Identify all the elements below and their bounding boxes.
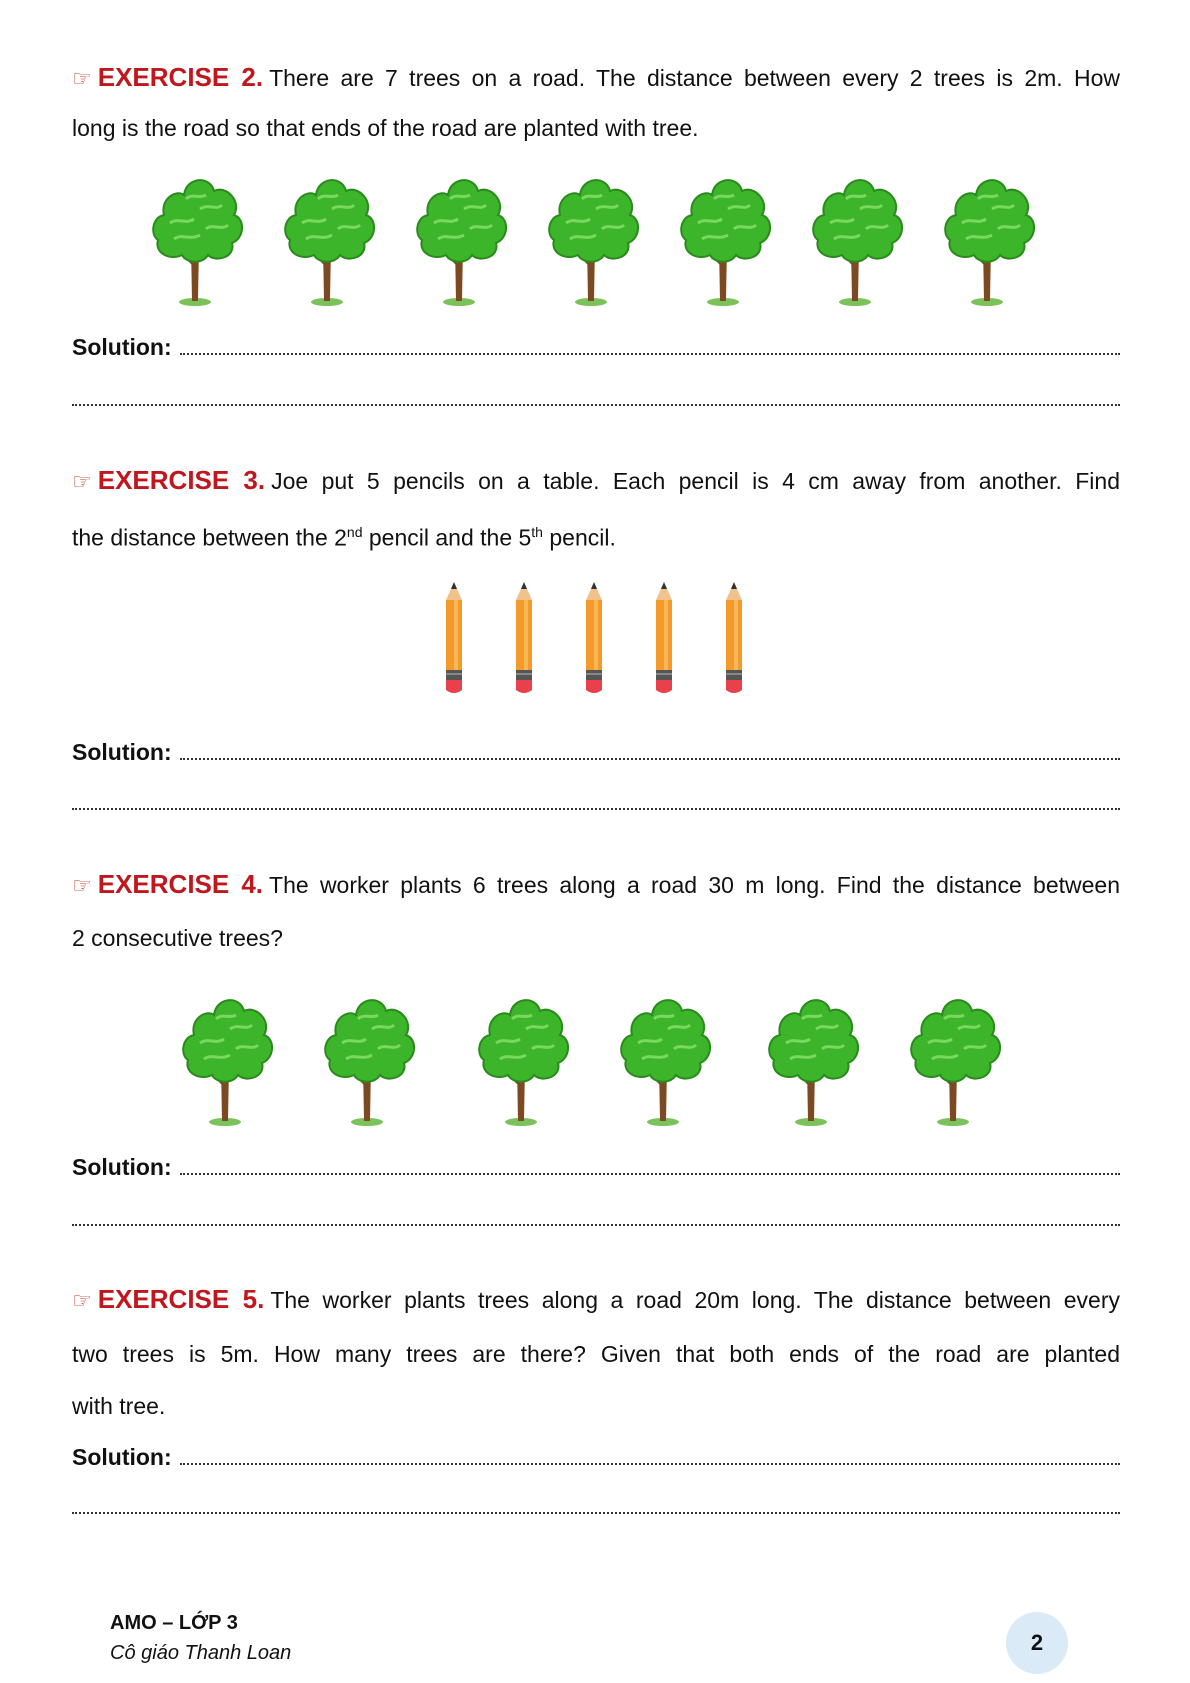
tree-icon bbox=[153, 180, 242, 306]
answer-line[interactable] bbox=[72, 1222, 1120, 1226]
exercise-3-pencils-figure bbox=[438, 580, 758, 715]
tree-icon bbox=[681, 180, 770, 306]
exercise-3-text-2b: pencil and the 5 bbox=[362, 524, 532, 551]
exercise-5-line-2: two trees is 5m. How many trees are there? Given that both ends of the road are planted bbox=[72, 1341, 1120, 1367]
tree-icon bbox=[285, 180, 374, 306]
exercise-3-solution bbox=[72, 737, 1120, 767]
answer-line[interactable] bbox=[72, 806, 1120, 810]
exercise-2-solution bbox=[72, 332, 1120, 362]
tree-icon bbox=[911, 1000, 1000, 1126]
exercise-4-text-1: The worker plants 6 trees along a road 30 m long. Find the distance between bbox=[269, 872, 1120, 898]
exercise-4-solution bbox=[72, 1152, 1120, 1182]
exercise-5-text-1: The worker plants trees along a road 20m long. The distance between every bbox=[270, 1287, 1120, 1313]
exercise-2-title: EXERCISE 2. bbox=[97, 62, 264, 92]
page-number-badge: 2 bbox=[1006, 1612, 1068, 1674]
exercise-3-text-1: Joe put 5 pencils on a table. Each pencil is 4 cm away from another. Find bbox=[271, 468, 1120, 494]
exercise-4-trees-figure bbox=[180, 985, 1030, 1130]
answer-line[interactable] bbox=[180, 335, 1120, 355]
pointing-hand-icon: ☞ bbox=[72, 66, 92, 91]
pointing-hand-icon: ☞ bbox=[72, 469, 92, 494]
solution-label: Solution: bbox=[72, 739, 172, 765]
tree-icon bbox=[945, 180, 1034, 306]
tree-icon bbox=[479, 1000, 568, 1126]
tree-icon bbox=[769, 1000, 858, 1126]
exercise-5-line-1 bbox=[72, 1284, 1120, 1316]
exercise-4-line-1 bbox=[72, 869, 1120, 901]
exercise-3-title: EXERCISE 3. bbox=[97, 465, 266, 495]
answer-line[interactable] bbox=[72, 1510, 1120, 1514]
solution-label: Solution: bbox=[72, 1154, 172, 1180]
tree-icon bbox=[549, 180, 638, 306]
exercise-3-text-2a: the distance between the 2 bbox=[72, 524, 347, 551]
answer-line[interactable] bbox=[180, 740, 1120, 760]
pencil-icon bbox=[446, 582, 462, 693]
pencil-icon bbox=[656, 582, 672, 693]
exercise-2-text-1: There are 7 trees on a road. The distance between every 2 trees is 2m. How bbox=[269, 65, 1120, 91]
pointing-hand-icon: ☞ bbox=[72, 1288, 92, 1313]
pencil-icon bbox=[516, 582, 532, 693]
solution-label: Solution: bbox=[72, 334, 172, 360]
exercise-3-text-2c: pencil. bbox=[542, 524, 616, 551]
ordinal-suffix: th bbox=[531, 524, 543, 540]
tree-icon bbox=[621, 1000, 710, 1126]
pointing-hand-icon: ☞ bbox=[72, 873, 92, 898]
solution-label: Solution: bbox=[72, 1444, 172, 1470]
ordinal-suffix: nd bbox=[346, 524, 363, 540]
exercise-2-trees-figure bbox=[150, 165, 1050, 310]
footer-org: AMO – LỚP 3 bbox=[110, 1612, 238, 1634]
answer-line[interactable] bbox=[180, 1155, 1120, 1175]
exercise-4-line-2: 2 consecutive trees? bbox=[72, 925, 283, 951]
exercise-3-line-1 bbox=[72, 465, 1120, 497]
exercise-5-solution bbox=[72, 1442, 1120, 1472]
exercise-5-title: EXERCISE 5. bbox=[97, 1284, 265, 1314]
exercise-2-line-1 bbox=[72, 62, 1120, 94]
tree-icon bbox=[417, 180, 506, 306]
tree-icon bbox=[325, 1000, 414, 1126]
exercise-2-line-2: long is the road so that ends of the road are planted with tree. bbox=[72, 115, 699, 141]
exercise-4-title: EXERCISE 4. bbox=[97, 869, 264, 899]
answer-line[interactable] bbox=[180, 1445, 1120, 1465]
exercise-5-line-3: with tree. bbox=[72, 1393, 166, 1419]
tree-icon bbox=[813, 180, 902, 306]
pencil-icon bbox=[586, 582, 602, 693]
answer-line[interactable] bbox=[72, 402, 1120, 406]
tree-icon bbox=[183, 1000, 272, 1126]
footer-teacher: Cô giáo Thanh Loan bbox=[110, 1642, 292, 1664]
pencil-icon bbox=[726, 582, 742, 693]
exercise-3-line-2 bbox=[72, 517, 1120, 553]
